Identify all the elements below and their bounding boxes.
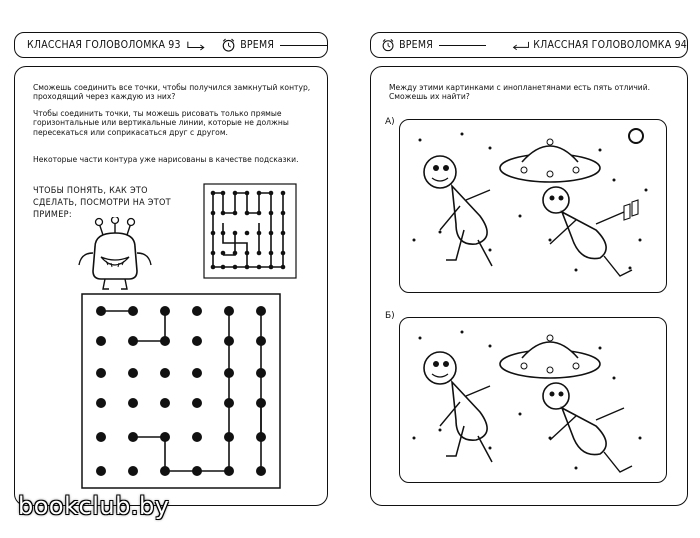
puzzle-title: КЛАССНАЯ ГОЛОВОЛОМКА 93 [27,39,181,51]
corner-arrow-icon [512,39,529,51]
monster-illustration [75,217,155,293]
time-label: ВРЕМЯ [399,39,433,51]
instruction-2: Чтобы соединить точки, ты можешь рисовать только прямые горизонтальные или вертикальные линии, которые не должны пересекаться или соприкасаться друг с другом. [33,109,289,137]
watermark: bookclub.by [18,492,170,520]
time-label: ВРЕМЯ [240,39,275,51]
left-content-box [14,66,328,506]
left-page [0,0,340,538]
time-answer-line [280,45,327,46]
time-answer-line [439,45,486,46]
alarm-clock-icon [381,36,395,54]
example-dot-grid [203,183,297,279]
left-header [14,32,328,58]
picture-label-b: Б) [385,311,395,321]
right-page [360,0,700,538]
alarm-clock-icon [221,36,236,54]
right-header [370,32,688,58]
corner-arrow-icon [187,39,205,51]
instruction-1: Сможешь соединить все точки, чтобы получился замкнутый контур, проходящий через каждую из них? [33,83,311,102]
instruction-1: Между этими картинками с инопланетянами есть пять отличий. Сможешь их найти? [389,83,651,102]
alien-scene-illustration [400,120,667,293]
picture-b[interactable] [399,317,667,483]
picture-label-a: А) [385,117,395,127]
alien-scene-illustration [400,318,667,483]
puzzle-title: КЛАССНАЯ ГОЛОВОЛОМКА 94 [533,39,687,51]
instruction-3: Некоторые части контура уже нарисованы в качестве подсказки. [33,155,299,164]
example-hint: ЧТОБЫ ПОНЯТЬ, КАК ЭТО СДЕЛАТЬ, ПОСМОТРИ НА ЭТОТ ПРИМЕР: [33,186,171,220]
puzzle-dot-grid[interactable] [81,293,281,489]
picture-a[interactable] [399,119,667,293]
right-content-box [370,66,688,506]
